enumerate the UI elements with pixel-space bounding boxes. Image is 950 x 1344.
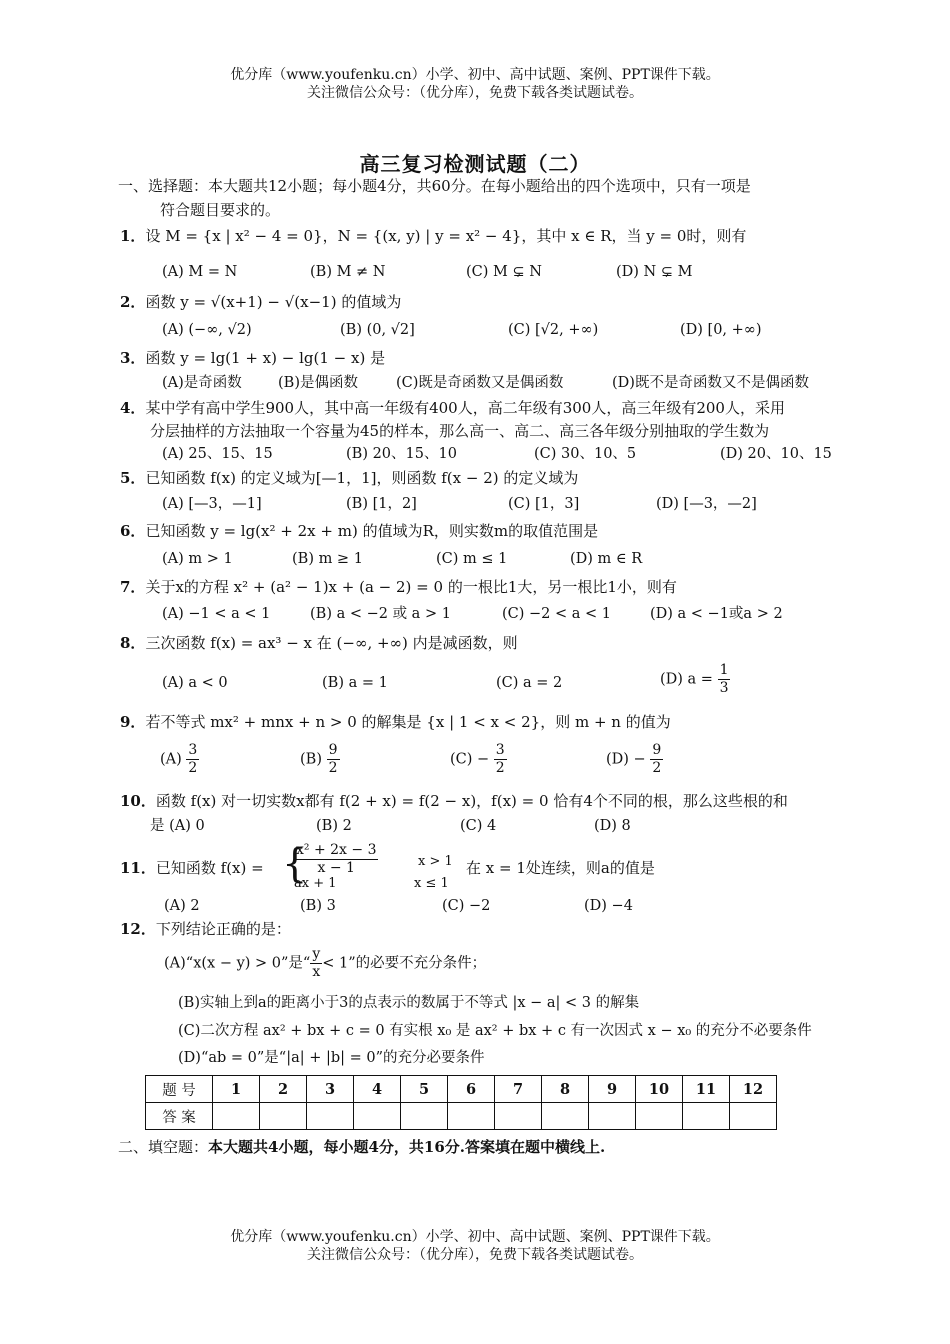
page-header xyxy=(0,66,950,102)
q6-option-d: (D) m ∈ R xyxy=(570,551,643,567)
question-6: 6．已知函数 y = lg(x² + 2x + m) 的值域为R，则实数m的取值范围是 xyxy=(120,522,599,540)
answer-cell[interactable] xyxy=(730,1103,777,1130)
q5-option-b: (B) [1，2] xyxy=(346,496,417,512)
q11-case2: ax + 1 xyxy=(294,876,337,891)
q4-option-b: (B) 20、15、10 xyxy=(346,446,457,462)
section1-line-2: 符合题目要求的。 xyxy=(160,201,281,219)
answer-cell[interactable] xyxy=(636,1103,683,1130)
q7-option-b: (B) a < −2 或 a > 1 xyxy=(310,606,451,622)
q3-option-d: (D)既不是奇函数又不是偶函数 xyxy=(612,375,809,391)
q1-option-d: (D) N ⊊ M xyxy=(616,264,693,280)
q9-option-a: (A) $\frac{3}{2}$ xyxy=(160,742,198,776)
q2-option-c: (C) [√2, +∞) xyxy=(508,322,599,338)
answer-table-number: 5 xyxy=(401,1076,448,1103)
q6-option-b: (B) m ≥ 1 xyxy=(292,551,363,567)
answer-cell[interactable] xyxy=(354,1103,401,1130)
question-11-tail: 在 x = 1处连续，则a的值是 xyxy=(466,859,655,877)
q8-option-a: (A) a < 0 xyxy=(162,675,228,691)
q3-option-c: (C)既是奇函数又是偶函数 xyxy=(396,375,564,391)
question-11: 11．已知函数 f(x) = xyxy=(120,859,264,877)
q5-option-d: (D) [—3，—2] xyxy=(656,496,757,512)
q3-option-a: (A)是奇函数 xyxy=(162,375,242,391)
q11-option-c: (C) −2 xyxy=(442,898,491,914)
q7-option-d: (D) a < −1或a > 2 xyxy=(650,606,783,622)
q4-option-c: (C) 30、10、5 xyxy=(534,446,637,462)
q7-option-c: (C) −2 < a < 1 xyxy=(502,606,611,622)
question-12: 12．下列结论正确的是： xyxy=(120,920,291,938)
answer-cell[interactable] xyxy=(448,1103,495,1130)
q10-option-d: (D) 8 xyxy=(594,818,631,834)
q8-option-c: (C) a = 2 xyxy=(496,675,563,691)
q12-option-d: (D)“ab = 0”是“|a| + |b| = 0”的充分必要条件 xyxy=(178,1050,485,1066)
answer-table-answer-row xyxy=(146,1103,777,1130)
answer-table-number-label: 题 号 xyxy=(146,1076,213,1103)
answer-table-number: 1 xyxy=(213,1076,260,1103)
q10-option-b: (B) 2 xyxy=(316,818,352,834)
q2-option-a: (A) (−∞, √2) xyxy=(162,322,252,338)
question-9: 9．若不等式 mx² + mnx + n > 0 的解集是 {x | 1 < x < 2}，则 m + n 的值为 xyxy=(120,713,671,731)
question-3: 3．函数 y = lg(1 + x) − lg(1 − x) 是 xyxy=(120,349,386,367)
q11-option-b: (B) 3 xyxy=(300,898,336,914)
answer-table-answer-label: 答 案 xyxy=(146,1103,213,1130)
answer-table-number: 10 xyxy=(636,1076,683,1103)
answer-cell[interactable] xyxy=(683,1103,730,1130)
q1-option-b: (B) M ≠ N xyxy=(310,264,386,280)
q12-option-b: (B)实轴上到a的距离小于3的点表示的数属于不等式 |x − a| < 3 的解集 xyxy=(178,995,640,1011)
q2-option-d: (D) [0, +∞) xyxy=(680,322,762,338)
q11-option-a: (A) 2 xyxy=(164,898,200,914)
footer-line-1: 优分库（www.youfenku.cn）小学、初中、高中试题、案例、PPT课件下载。 xyxy=(230,1229,720,1245)
question-5: 5．已知函数 f(x) 的定义域为[—1，1]，则函数 f(x − 2) 的定义域为 xyxy=(120,469,579,487)
question-8: 8．三次函数 f(x) = ax³ − x 在 (−∞, +∞) 内是减函数，则 xyxy=(120,634,518,652)
q11-case2-cond: x ≤ 1 xyxy=(414,876,449,891)
q9-option-d: (D) − $\frac{9}{2}$ xyxy=(606,742,662,776)
answer-cell[interactable] xyxy=(213,1103,260,1130)
q3-option-b: (B)是偶函数 xyxy=(278,375,358,391)
q11-case1-cond: x > 1 xyxy=(418,854,453,869)
answer-cell[interactable] xyxy=(401,1103,448,1130)
answer-table-number: 6 xyxy=(448,1076,495,1103)
answer-table xyxy=(145,1075,777,1130)
answer-table-number: 12 xyxy=(730,1076,777,1103)
section2-heading: 二、填空题：本大题共4小题，每小题4分，共16分.答案填在题中横线上. xyxy=(118,1138,606,1156)
q11-option-d: (D) −4 xyxy=(584,898,633,914)
q2-option-b: (B) (0, √2] xyxy=(340,322,415,338)
answer-cell[interactable] xyxy=(495,1103,542,1130)
answer-cell[interactable] xyxy=(260,1103,307,1130)
q1-option-a: (A) M = N xyxy=(162,264,238,280)
page-footer xyxy=(0,1228,950,1264)
question-1: 1．设 M = {x | x² − 4 = 0}，N = {(x, y) | y = x² − 4}，其中 x ∈ R，当 y = 0时，则有 xyxy=(120,227,747,245)
q9-option-c: (C) − $\frac{3}{2}$ xyxy=(450,742,505,776)
question-2: 2．函数 y = √(x+1) − √(x−1) 的值域为 xyxy=(120,293,402,311)
q11-brace: { xyxy=(282,841,308,887)
q10-option-c: (C) 4 xyxy=(460,818,497,834)
answer-table-number: 7 xyxy=(495,1076,542,1103)
q6-option-c: (C) m ≤ 1 xyxy=(436,551,508,567)
q6-option-a: (A) m > 1 xyxy=(162,551,233,567)
question-10: 10．函数 f(x) 对一切实数x都有 f(2 + x) = f(2 − x)，f(x) = 0 恰有4个不同的根，那么这些根的和 xyxy=(120,792,788,810)
q8-option-b: (B) a = 1 xyxy=(322,675,388,691)
answer-table-number: 2 xyxy=(260,1076,307,1103)
answer-table-number: 4 xyxy=(354,1076,401,1103)
answer-table-number: 11 xyxy=(683,1076,730,1103)
header-line-1: 优分库（www.youfenku.cn）小学、初中、高中试题、案例、PPT课件下载。 xyxy=(230,67,720,83)
section1-line-1: 一、选择题：本大题共12小题；每小题4分，共60分。在每小题给出的四个选项中，只有一项是 xyxy=(118,177,751,195)
q4-option-a: (A) 25、15、15 xyxy=(162,446,273,462)
header-line-2: 关注微信公众号：（优分库），免费下载各类试题试卷。 xyxy=(307,85,643,101)
answer-table-number: 8 xyxy=(542,1076,589,1103)
q4-option-d: (D) 20、10、15 xyxy=(720,446,832,462)
q7-option-a: (A) −1 < a < 1 xyxy=(162,606,271,622)
question-4: 4．某中学有高中学生900人，其中高一年级有400人，高二年级有300人，高三年级有200人，采用 xyxy=(120,399,785,417)
answer-table-header-row xyxy=(146,1076,777,1103)
q10-line-2-option-a: 是 (A) 0 xyxy=(150,818,205,834)
q12-option-a: (A)“x(x − y) > 0”是“ $\frac{y}{x}$ < 1”的必要不充分条件； xyxy=(164,946,487,980)
answer-cell[interactable] xyxy=(589,1103,636,1130)
question-7: 7．关于x的方程 x² + (a² − 1)x + (a − 2) = 0 的一根比1大，另一根比1小，则有 xyxy=(120,578,677,596)
answer-table-number: 3 xyxy=(307,1076,354,1103)
exam-title: 高三复习检测试题（二） xyxy=(359,152,591,176)
q11-case1: $\frac{\text{x² + 2x − 3}}{x - 1}$ xyxy=(296,842,377,876)
q8-option-d-fraction: $\frac{1}{3}$ xyxy=(719,662,729,696)
q8-option-d: (D) a = $\frac{1}{3}$ xyxy=(660,662,729,696)
q12-option-c: (C)二次方程 ax² + bx + c = 0 有实根 x₀ 是 ax² + bx + c 有一次因式 x − x₀ 的充分不必要条件 xyxy=(178,1023,812,1039)
q9-option-b: (B) $\frac{9}{2}$ xyxy=(300,742,338,776)
question-4-line-2: 分层抽样的方法抽取一个容量为45的样本，那么高一、高二、高三各年级分别抽取的学生数为 xyxy=(150,422,770,440)
answer-cell[interactable] xyxy=(307,1103,354,1130)
answer-cell[interactable] xyxy=(542,1103,589,1130)
q5-option-a: (A) [—3，—1] xyxy=(162,496,262,512)
footer-line-2: 关注微信公众号：（优分库），免费下载各类试题试卷。 xyxy=(307,1247,643,1263)
answer-table-number: 9 xyxy=(589,1076,636,1103)
q5-option-c: (C) [1，3] xyxy=(508,496,580,512)
q1-option-c: (C) M ⊊ N xyxy=(466,264,542,280)
